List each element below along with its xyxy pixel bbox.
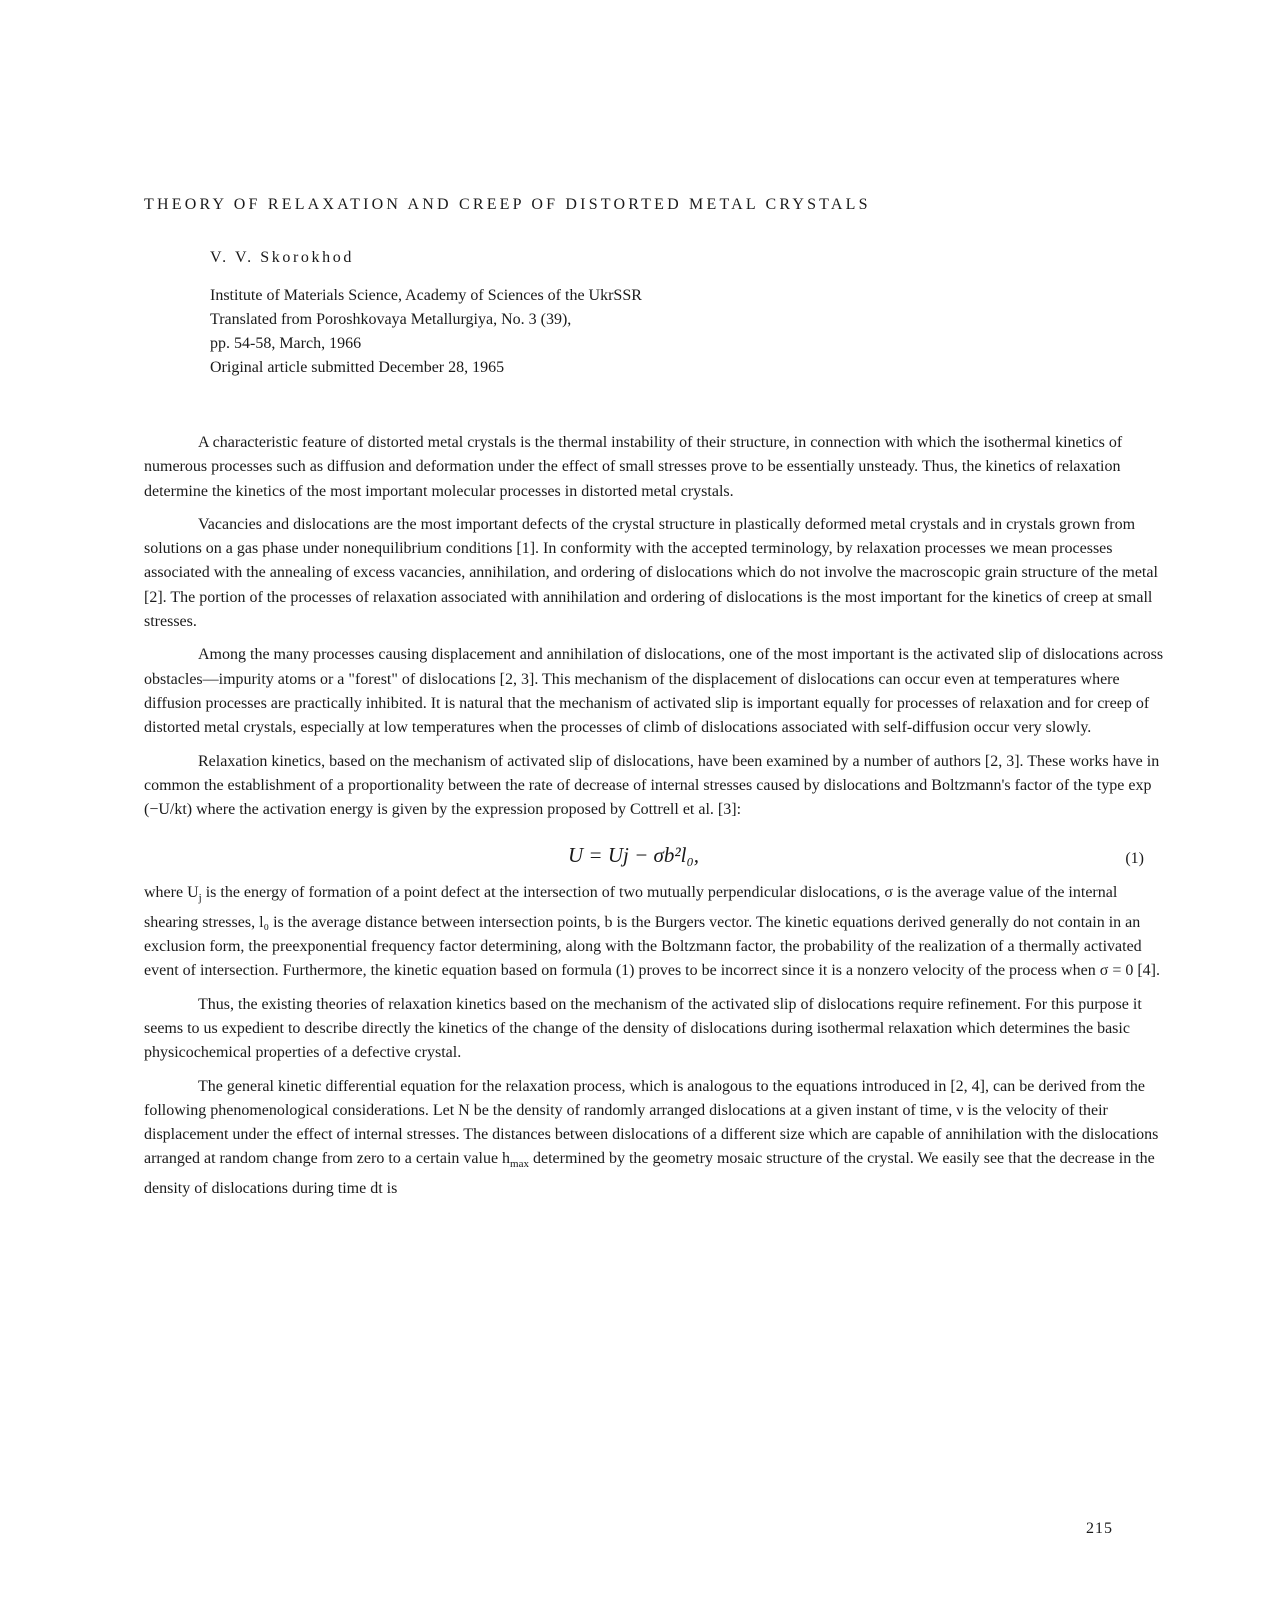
paragraph-7 xyxy=(144,1075,1164,1201)
paragraph-5-rest: is the energy of formation of a point defect at the intersection of two mutually perpendicular dislocations, σ is the average value of the internal shearing stresses, l₀ is the average distance between intersection points, b is the Burgers vector. The kinetic equations derived generally do not contain in an exclusion form, the preexponential frequency factor determining, along with the Boltzmann factor, the probability of the realization of a thermally activated event of intersection. Furthermore, the kinetic equation based on formula (1) proves to be incorrect since it is a nonzero velocity of the process when σ = 0 [4]. xyxy=(144,884,1160,980)
article-meta xyxy=(210,284,642,380)
paragraph-1: A characteristic feature of distorted metal crystals is the thermal instability of their structure, in connection with which the isothermal kinetics of numerous processes such as diffusion and deformation under the effect of small stresses prove to be essentially unsteady. Thus, the kinetics of relaxation determine the kinetics of the most important molecular processes in distorted metal crystals. xyxy=(144,434,1123,500)
affiliation: Institute of Materials Science, Academy of Sciences of the UkrSSR xyxy=(210,287,642,304)
article-body xyxy=(144,431,1164,1210)
paragraph-5-lead: where U xyxy=(144,884,199,902)
paragraph-2: Vacancies and dislocations are the most important defects of the crystal structure in plastically deformed metal crystals and in crystals grown from solutions on a gas phase under nonequilibrium conditions [1]. In conformity with the accepted terminology, by relaxation processes we mean processes associated with the annealing of excess vacancies, annihilation, and ordering of dislocations which do not involve the macroscopic grain structure of the metal [2]. The portion of the processes of relaxation associated with annihilation and ordering of dislocations is the most important for the kinetics of creep at small stresses. xyxy=(144,515,1158,631)
translation-source: Translated from Poroshkovaya Metallurgiya, No. 3 (39), xyxy=(210,311,572,328)
article-title: THEORY OF RELAXATION AND CREEP OF DISTORTED METAL CRYSTALS xyxy=(144,196,871,213)
page-number: 215 xyxy=(1086,1520,1113,1537)
submission-date: Original article submitted December 28, 1965 xyxy=(210,359,505,376)
subscript-max: max xyxy=(510,1158,529,1171)
pages-date: pp. 54-58, March, 1966 xyxy=(210,335,362,352)
author-name: V. V. Skorokhod xyxy=(210,249,354,266)
subscript-j: j xyxy=(198,892,202,905)
paragraph-5 xyxy=(144,881,1164,983)
paragraph-7-lead: The general kinetic differential equation for the relaxation process, which is analogous to the equations introduced in [2, 4], can be derived from the following phenomenological considerations. Let N be the density of randomly arranged dislocations at a given instant of time, ν is the velocity of their displacement under the effect of internal stresses. The distances between dislocations of a different size which are capable of annihilation with the dislocations arranged at random change from zero to a certain value h xyxy=(144,1077,1159,1168)
equation-number: (1) xyxy=(1125,850,1144,868)
equation-formula: U = Uj − σb²l₀, xyxy=(568,843,700,868)
paragraph-7-rest: determined by the geometry mosaic structure of the crystal. We easily see that the decrease in the density of dislocations during time dt is xyxy=(144,1150,1155,1197)
equation-1 xyxy=(144,831,1164,881)
paragraph-3: Among the many processes causing displacement and annihilation of dislocations, one of the most important is the activated slip of dislocations across obstacles—impurity atoms or a "forest" of dislocations [2, 3]. This mechanism of the displacement of dislocations can occur even at temperatures where diffusion processes are practically inhibited. It is natural that the mechanism of activated slip is important equally for processes of relaxation and for creep of distorted metal crystals, especially at low temperatures when the processes of climb of dislocations associated with self-diffusion occur very slowly. xyxy=(144,646,1164,737)
paragraph-4: Relaxation kinetics, based on the mechanism of activated slip of dislocations, have been examined by a number of authors [2, 3]. These works have in common the establishment of a proportionality between the rate of decrease of internal stresses caused by dislocations and Boltzmann's factor of the type exp (−U/kt) where the activation energy is given by the expression proposed by Cottrell et al. [3]: xyxy=(144,752,1160,819)
paragraph-6: Thus, the existing theories of relaxation kinetics based on the mechanism of the activated slip of dislocations require refinement. For this purpose it seems to us expedient to describe directly the kinetics of the change of the density of dislocations during isothermal relaxation which determines the basic physicochemical properties of a defective crystal. xyxy=(144,995,1142,1062)
